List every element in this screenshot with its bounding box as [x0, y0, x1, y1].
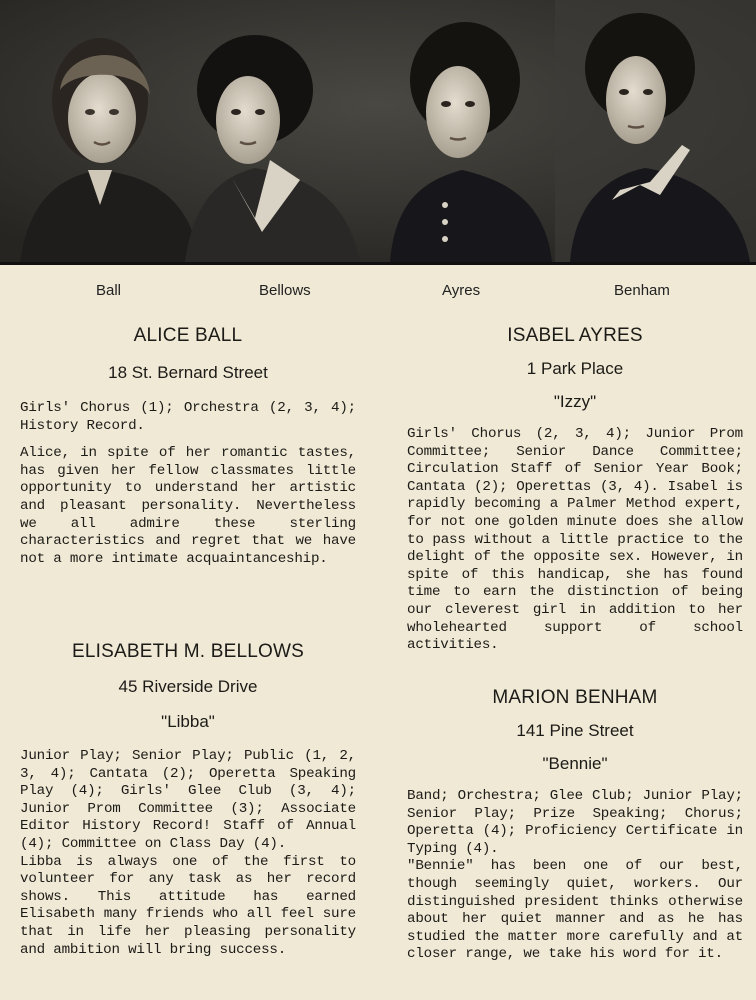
student-description: "Bennie" has been one of our best, though seemingly quiet, workers. Our distinguished president thinks otherwise about her quiet manner and as he has studied the matter more carefully and at closer range, we take his word for it. — [407, 858, 743, 963]
entry-isabel-ayres — [407, 324, 743, 655]
student-address: 1 Park Place — [526, 359, 624, 378]
student-description: Libba is always one of the first to volunteer for any task as her record shows. This attitude has earned Elisabeth many friends who all feel sure that in life her pleasing personality and ambition will bring success. — [20, 853, 356, 958]
photo-drawing — [0, 0, 756, 262]
student-address: 141 Pine Street — [516, 721, 634, 740]
student-activities: Junior Play; Senior Play; Public (1, 2, 3, 4); Cantata (2); Operetta Speaking Play (4); Girls' Glee Club (3, 4); Junior Prom Committee (3); Associate Editor History Record! Staff of Annual (4); Committee on Class Day (4). — [20, 748, 356, 852]
student-name: ISABEL AYRES — [507, 325, 643, 346]
caption-ayres: Ayres — [442, 282, 481, 299]
student-nickname: "Bennie" — [542, 754, 608, 773]
student-nickname: "Libba" — [161, 712, 215, 731]
student-nickname: "Izzy" — [553, 392, 597, 411]
student-activities: Girls' Chorus (2, 3, 4); Junior Prom Committee; Senior Dance Committee; Circulation Staff of Senior Year Book; Cantata (2); Operettas (3, 4). Isabel is rapidly becoming a Palmer Method expert, for not one golden minute does she allow to pass without a little practice to the delight of the opposite sex. However, in spite of this handicap, she has found time to earn the distinction of being our cleverest girl in addition to her wholehearted support of school activities. — [407, 426, 743, 654]
entry-alice-ball — [20, 324, 356, 568]
caption-bellows: Bellows — [259, 282, 311, 299]
student-description: Alice, in spite of her romantic tastes, has given her fellow classmates little opportunity to understand her artistic and pleasant personality. Nevertheless we all admire these sterling characteristics and regret that we have not a more intimate acquaintanceship. — [20, 445, 356, 567]
photo-captions — [0, 282, 756, 304]
student-name: ALICE BALL — [133, 325, 243, 346]
student-activities: Band; Orchestra; Glee Club; Junior Play; Senior Play; Prize Speaking; Chorus; Operetta (4); Proficiency Certificate in Typing (4). — [407, 788, 743, 857]
student-name: ELISABETH M. BELLOWS — [71, 641, 305, 662]
student-address: 45 Riverside Drive — [118, 677, 258, 696]
student-address: 18 St. Bernard Street — [108, 363, 268, 382]
caption-benham: Benham — [614, 282, 670, 299]
student-activities: Girls' Chorus (1); Orchestra (2, 3, 4); History Record. — [20, 400, 356, 434]
class-photo — [0, 0, 756, 265]
entry-marion-benham — [407, 686, 743, 964]
caption-ball: Ball — [96, 282, 122, 299]
student-name: MARION BENHAM — [492, 687, 658, 708]
entry-elisabeth-bellows — [20, 640, 356, 959]
